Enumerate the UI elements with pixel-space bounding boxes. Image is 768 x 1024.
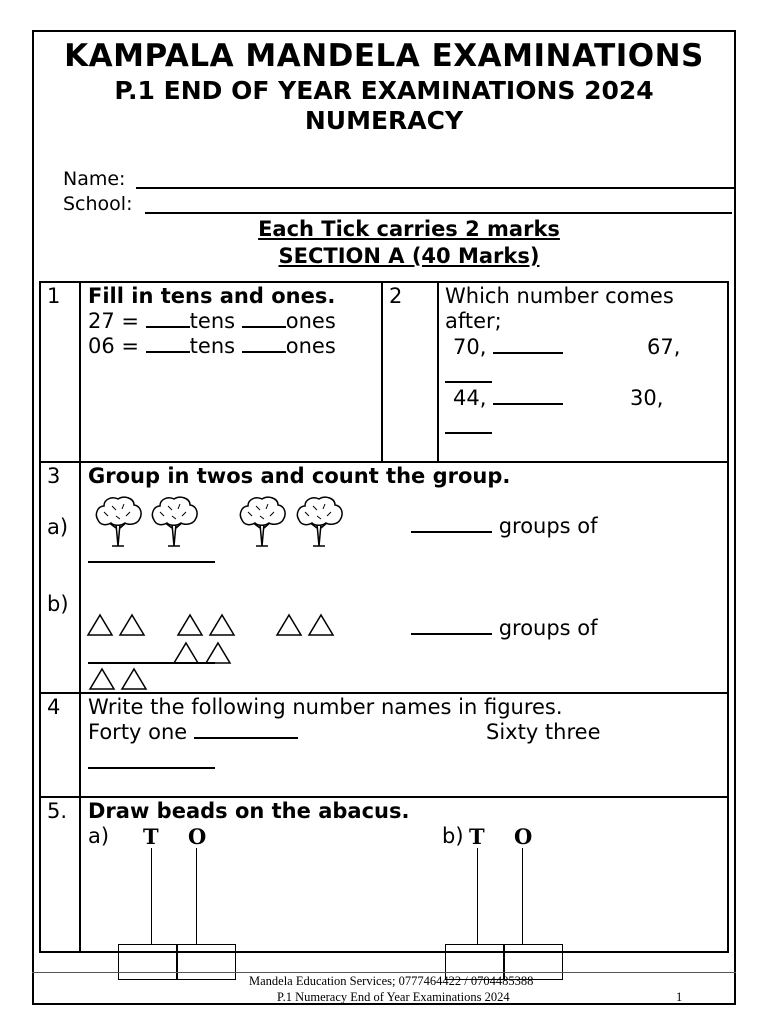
question-number: 4 [47,695,61,719]
abacus-base [176,944,236,980]
ones-column-label: O [514,824,533,849]
subject-title: NUMERACY [304,106,464,135]
q4-item-1 [88,720,298,745]
number-column-divider [79,281,81,953]
answer-blank[interactable] [445,381,492,383]
part-label: a) [88,824,110,848]
groups-of-label: groups of [498,514,598,538]
exam-title: P.1 END OF YEAR EXAMINATIONS 2024 [114,76,654,105]
q2-item-44 [453,386,563,411]
q3-title: Group in twos and count the group. [88,464,511,488]
answer-blank[interactable] [146,334,190,353]
column-divider [437,281,439,462]
q1-line-1 [88,309,336,334]
school-label: School: [63,193,133,215]
abacus-base [118,944,178,980]
tree-icon [92,494,144,550]
tens-label: tens [189,334,242,358]
tree-icon [293,494,345,550]
answer-blank[interactable] [493,386,563,405]
triangle-icon [176,613,204,637]
row-divider [39,692,729,694]
q3b-answer [411,616,598,641]
footer-contact: Mandela Education Services; 0777464422 / 0704485388 [249,974,534,988]
ones-label: ones [285,309,336,333]
answer-blank[interactable] [146,309,190,328]
answer-blank[interactable] [88,561,215,563]
q5-title: Draw beads on the abacus. [88,799,410,823]
q1-number-06: 06 = [88,334,146,358]
q2-prompt-1: Which number comes [445,284,674,308]
q2-value: 30, [630,386,664,410]
tens-column-label: T [143,824,159,849]
footer-exam-title: P.1 Numeracy End of Year Examinations 2024 [277,990,510,1004]
answer-blank[interactable] [242,334,286,353]
answer-blank[interactable] [411,616,492,635]
tree-icon [148,494,200,550]
abacus-rod[interactable] [522,848,523,945]
marks-note: Each Tick carries 2 marks [258,217,560,241]
column-divider [381,281,383,462]
triangle-icon [118,613,146,637]
abacus-rod[interactable] [151,848,152,945]
triangle-icon [86,613,114,637]
footer-rule [32,972,736,973]
abacus-rod[interactable] [196,848,197,945]
ones-column-label: O [188,824,207,849]
tens-column-label: T [469,824,485,849]
q1-title: Fill in tens and ones. [88,284,336,308]
question-number: 1 [47,284,61,308]
name-field[interactable] [136,187,734,189]
answer-blank[interactable] [445,432,492,434]
answer-blank[interactable] [411,514,492,533]
triangle-icon [208,613,236,637]
q2-item-70 [453,335,563,360]
triangle-icon [88,667,116,691]
answer-blank[interactable] [493,335,563,354]
tens-label: tens [189,309,242,333]
part-label: a) [47,515,69,539]
question-number: 3 [47,464,61,488]
groups-of-label: groups of [498,616,598,640]
part-label: b) [442,824,464,848]
question-number: 5. [47,799,68,823]
answer-blank[interactable] [194,720,298,739]
q2-value: 70, [453,335,487,359]
exam-body-title: KAMPALA MANDELA EXAMINATIONS [64,38,704,74]
triangle-icon [275,613,303,637]
q1-line-2 [88,334,336,359]
q2-value: 67, [647,335,681,359]
triangle-icon [307,613,335,637]
number-name: Forty one [88,720,188,744]
q1-number-27: 27 = [88,309,146,333]
question-number: 2 [389,284,403,308]
abacus-rod[interactable] [477,848,478,945]
page-number: 1 [676,990,683,1004]
tree-icon [236,494,288,550]
q2-value: 44, [453,386,487,410]
triangle-icon [120,667,148,691]
ones-label: ones [285,334,336,358]
answer-blank[interactable] [88,767,215,769]
triangle-icon [172,641,200,665]
name-label: Name: [63,168,126,190]
q3a-answer [411,514,598,539]
row-divider [39,461,729,463]
school-field[interactable] [145,212,732,214]
q4-title: Write the following number names in figures. [88,695,563,719]
triangle-icon [204,641,232,665]
q2-prompt-2: after; [445,309,502,333]
section-heading: SECTION A (40 Marks) [278,244,540,268]
answer-blank[interactable] [242,309,286,328]
number-name: Sixty three [486,720,601,744]
part-label: b) [47,592,69,616]
row-divider [39,796,729,798]
